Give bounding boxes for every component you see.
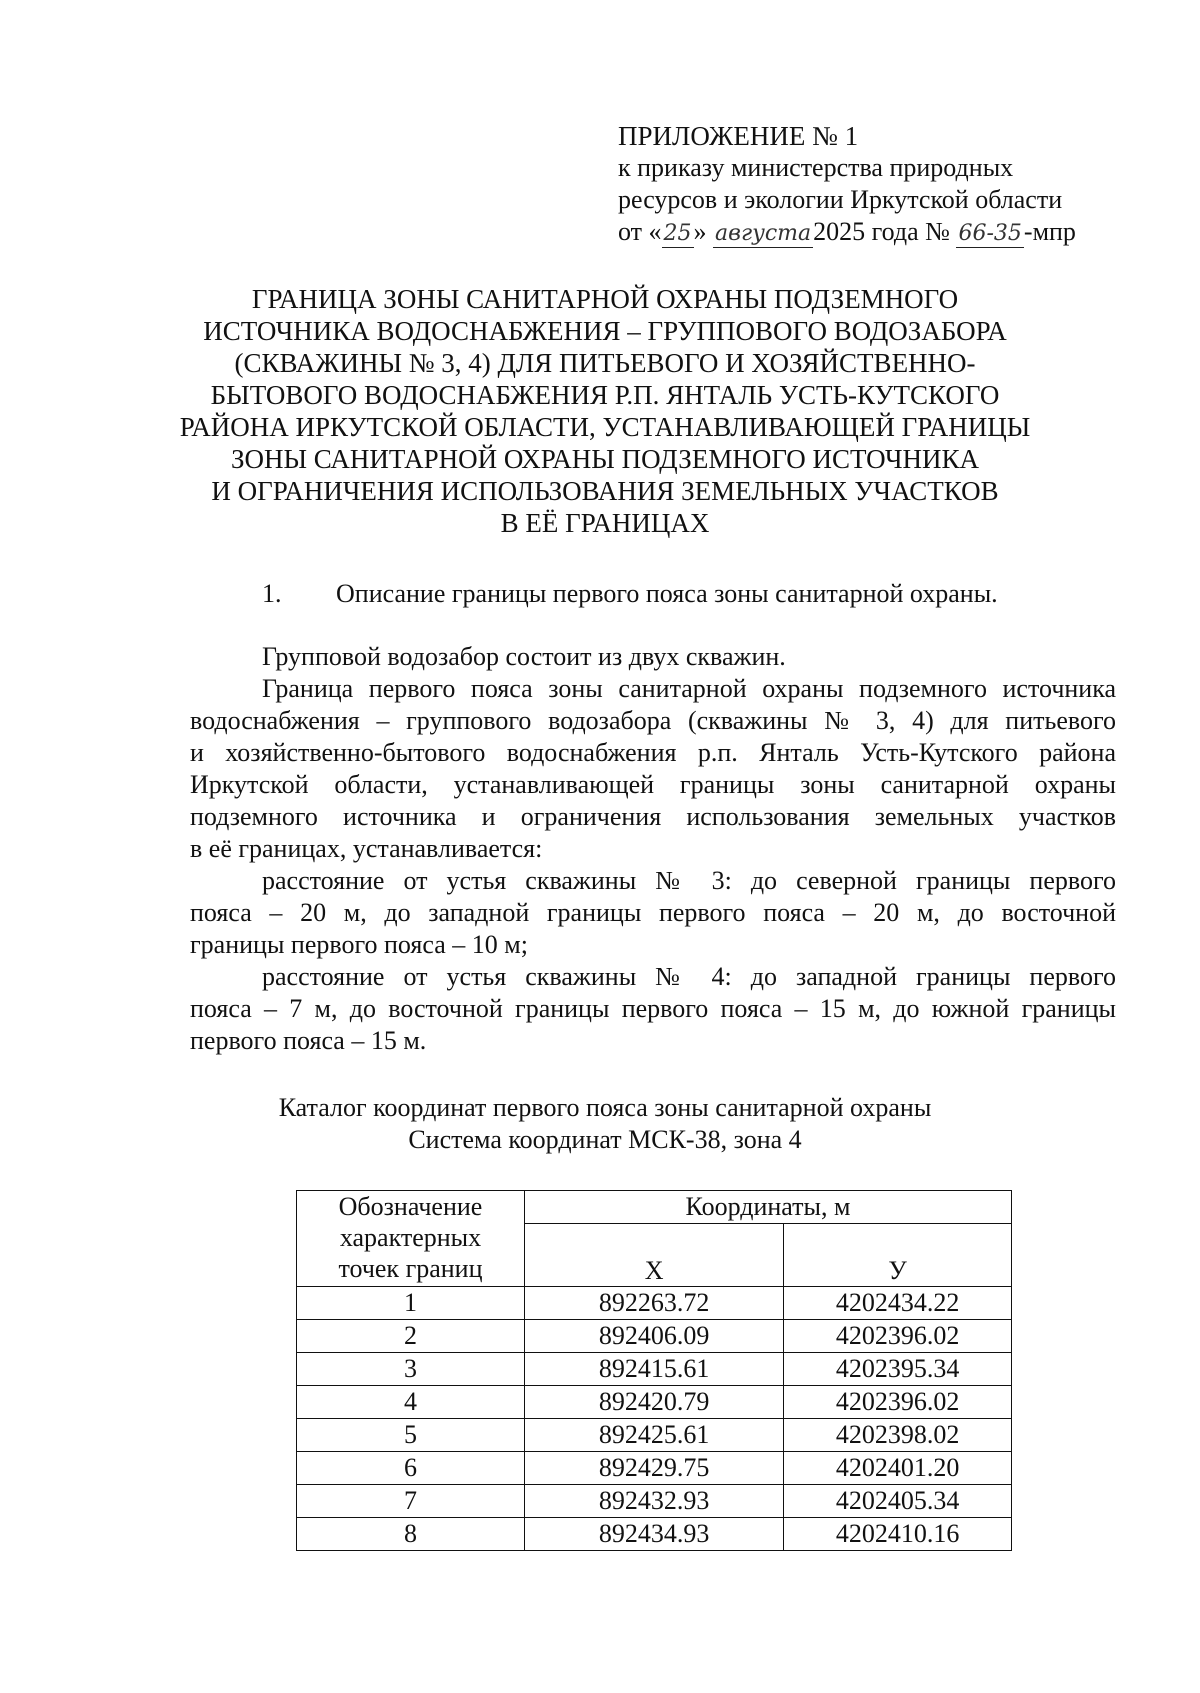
paragraph-3 [190, 865, 1116, 961]
heading-line: И ОГРАНИЧЕНИЯ ИСПОЛЬЗОВАНИЯ ЗЕМЕЛЬНЫХ УЧАСТКОВ [211, 476, 999, 506]
heading-line: (СКВАЖИНЫ № 3, 4) ДЛЯ ПИТЬЕВОГО И ХОЗЯЙСТВЕННО- [234, 348, 976, 378]
designation-header-line: Обозначение [338, 1192, 483, 1221]
document-heading [150, 283, 1060, 539]
point-cell: 6 [297, 1452, 525, 1485]
appendix-line-3: ресурсов и экологии Иркутской области [618, 185, 1063, 214]
coordinates-header: Координаты, м [525, 1191, 1012, 1224]
y-cell: 4202396.02 [784, 1386, 1012, 1419]
y-header: У [784, 1224, 1012, 1287]
table-row [297, 1419, 1012, 1452]
table-row [297, 1452, 1012, 1485]
point-cell: 7 [297, 1485, 525, 1518]
date-prefix: от « [618, 217, 662, 246]
coordinates-table [296, 1190, 1012, 1551]
point-cell: 8 [297, 1518, 525, 1551]
paragraph-line: границы первого пояса – 10 м; [190, 930, 528, 959]
paragraph-line: и хозяйственно-бытового водоснабжения р.п. Янталь Усть-Кутского района [190, 738, 1116, 767]
catalog-caption [150, 1092, 1060, 1156]
paragraph-line: расстояние от устья скважины № 4: до западной границы первого [262, 962, 1116, 991]
x-cell: 892263.72 [525, 1287, 784, 1320]
y-cell: 4202434.22 [784, 1287, 1012, 1320]
appendix-block [618, 120, 1076, 248]
designation-header [297, 1191, 525, 1287]
paragraph-line: в её границах, устанавливается: [190, 834, 543, 863]
section-1-heading [262, 578, 998, 610]
paragraph-line: Граница первого пояса зоны санитарной охраны подземного источника [262, 674, 1116, 703]
heading-line: РАЙОНА ИРКУТСКОЙ ОБЛАСТИ, УСТАНАВЛИВАЮЩЕЙ ГРАНИЦЫ [179, 412, 1031, 442]
handwritten-day: 25 [663, 221, 692, 246]
paragraph-line: Иркутской области, устанавливающей границы зоны санитарной охраны [190, 770, 1116, 799]
y-cell: 4202398.02 [784, 1419, 1012, 1452]
table-row [297, 1386, 1012, 1419]
y-cell: 4202410.16 [784, 1518, 1012, 1551]
paragraph-line: пояса – 7 м, до восточной границы первого пояса – 15 м, до южной границы [190, 994, 1116, 1023]
heading-line: ГРАНИЦА ЗОНЫ САНИТАРНОЙ ОХРАНЫ ПОДЗЕМНОГО [251, 284, 959, 314]
table-row [297, 1320, 1012, 1353]
table-row [297, 1485, 1012, 1518]
designation-header-line: характерных [339, 1223, 482, 1252]
point-cell: 1 [297, 1287, 525, 1320]
paragraph-line: пояса – 20 м, до западной границы первого пояса – 20 м, до восточной [190, 898, 1116, 927]
point-cell: 5 [297, 1419, 525, 1452]
heading-line: ИСТОЧНИКА ВОДОСНАБЖЕНИЯ – ГРУППОВОГО ВОДОЗАБОРА [203, 316, 1007, 346]
y-cell: 4202395.34 [784, 1353, 1012, 1386]
x-cell: 892420.79 [525, 1386, 784, 1419]
order-suffix: -мпр [1023, 217, 1076, 246]
paragraph-line: подземного источника и ограничения использования земельных участков [190, 802, 1116, 831]
x-header: X [525, 1224, 784, 1287]
paragraph-4 [190, 961, 1116, 1057]
table-row [297, 1518, 1012, 1551]
y-cell: 4202405.34 [784, 1485, 1012, 1518]
appendix-date-line [618, 216, 1076, 248]
x-cell: 892429.75 [525, 1452, 784, 1485]
heading-line: В ЕЁ ГРАНИЦАХ [500, 508, 710, 538]
paragraph-line: расстояние от устья скважины № 3: до северной границы первого [262, 866, 1116, 895]
section-number: 1. [262, 579, 282, 608]
catalog-title: Каталог координат первого пояса зоны санитарной охраны [278, 1093, 932, 1122]
section-title: Описание границы первого пояса зоны санитарной охраны. [336, 579, 998, 608]
point-cell: 3 [297, 1353, 525, 1386]
point-cell: 2 [297, 1320, 525, 1353]
heading-line: ЗОНЫ САНИТАРНОЙ ОХРАНЫ ПОДЗЕМНОГО ИСТОЧНИКА [230, 444, 980, 474]
y-cell: 4202401.20 [784, 1452, 1012, 1485]
x-cell: 892432.93 [525, 1485, 784, 1518]
designation-header-line: точек границ [338, 1254, 483, 1283]
heading-line: БЫТОВОГО ВОДОСНАБЖЕНИЯ Р.П. ЯНТАЛЬ УСТЬ-КУТСКОГО [210, 380, 1000, 410]
x-cell: 892425.61 [525, 1419, 784, 1452]
date-mid: » [693, 217, 707, 246]
catalog-subtitle: Система координат МСК-38, зона 4 [408, 1125, 802, 1154]
x-cell: 892406.09 [525, 1320, 784, 1353]
paragraph-line: Групповой водозабор состоит из двух скважин. [262, 642, 786, 671]
appendix-title: ПРИЛОЖЕНИЕ № 1 [618, 121, 859, 151]
handwritten-month: августа [715, 221, 812, 246]
x-cell: 892415.61 [525, 1353, 784, 1386]
x-cell: 892434.93 [525, 1518, 784, 1551]
paragraph-2 [190, 673, 1116, 865]
date-year: 2025 года № [813, 217, 950, 246]
handwritten-order-number: 66-35 [958, 221, 1022, 246]
paragraph-line: первого пояса – 15 м. [190, 1026, 427, 1055]
table-row [297, 1287, 1012, 1320]
table-row [297, 1353, 1012, 1386]
paragraph-line: водоснабжения – группового водозабора (скважины № 3, 4) для питьевого [190, 706, 1116, 735]
y-cell: 4202396.02 [784, 1320, 1012, 1353]
paragraph-1 [190, 641, 1116, 673]
point-cell: 4 [297, 1386, 525, 1419]
appendix-line-2: к приказу министерства природных [618, 153, 1014, 182]
